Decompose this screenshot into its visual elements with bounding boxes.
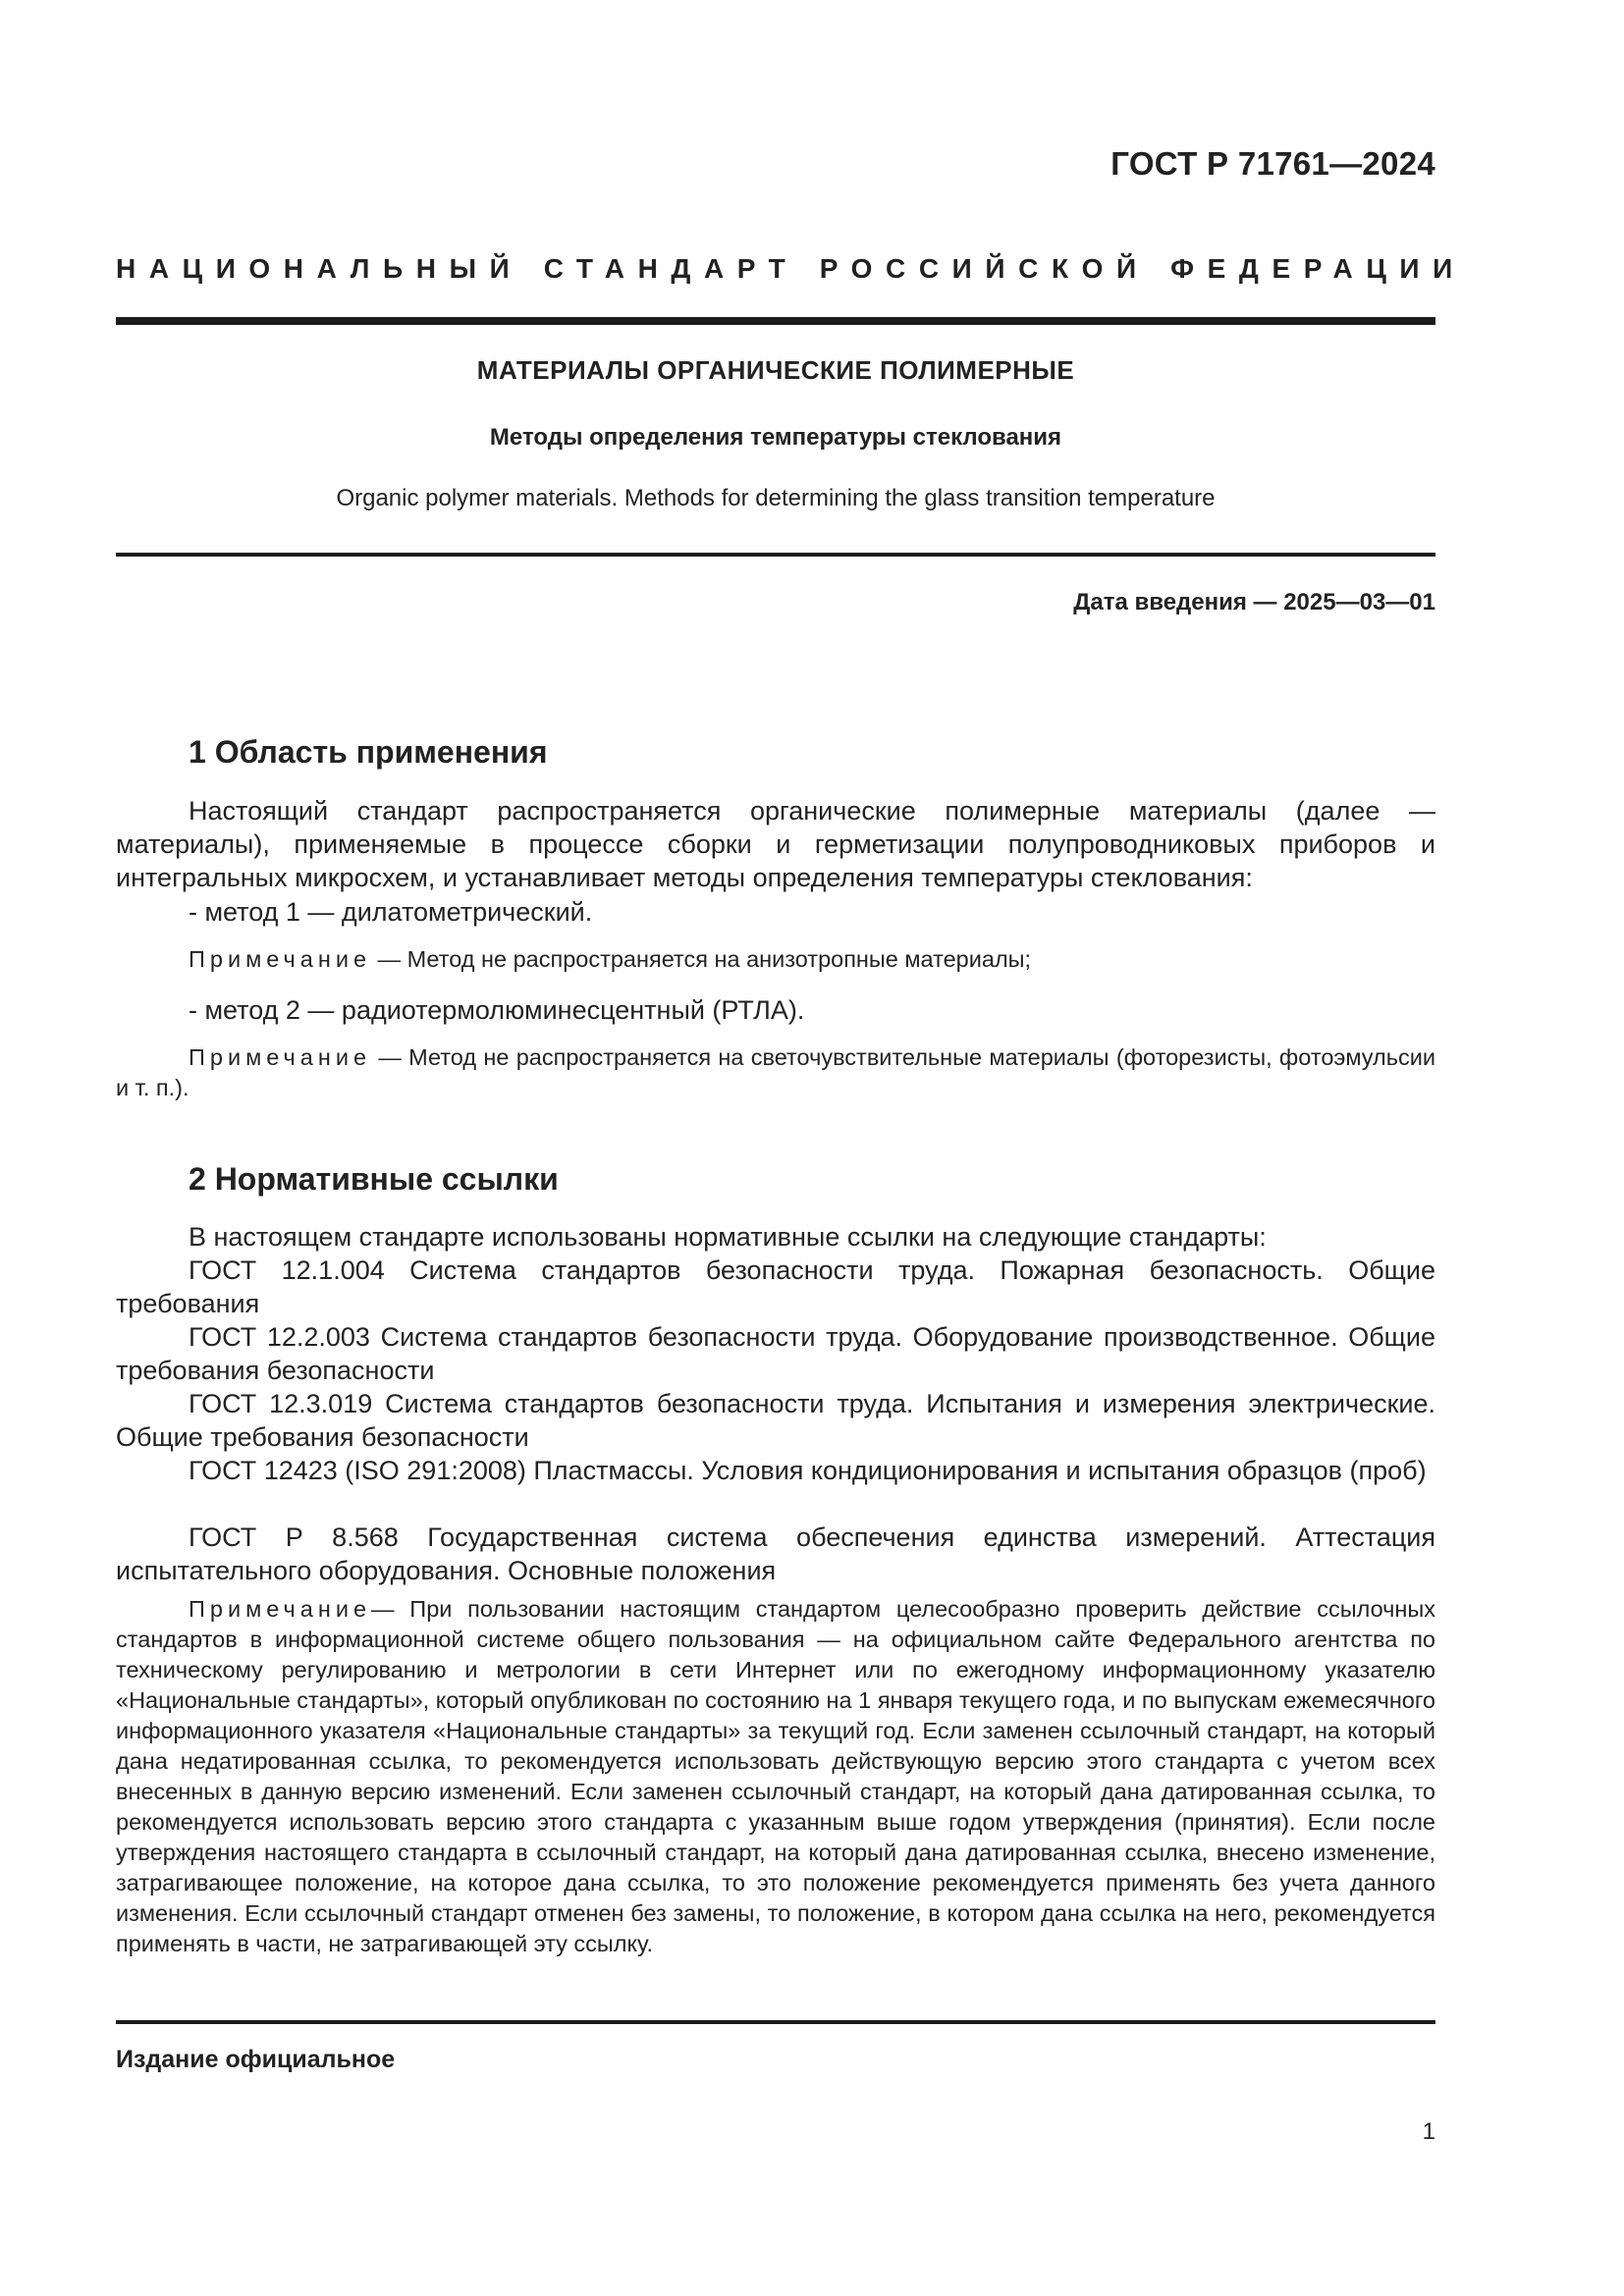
title-divider xyxy=(116,553,1435,557)
document-code: ГОСТ Р 71761—2024 xyxy=(1110,145,1435,182)
section-1-heading: 1 Область применения xyxy=(189,734,548,770)
note-text: — Метод не распространяется на анизотропные материалы; xyxy=(371,946,1032,972)
document-subtitle: Методы определения температуры стеклования xyxy=(489,424,1062,451)
section-2-note xyxy=(116,1594,1435,1959)
reference-item: ГОСТ 12423 (ISO 291:2008) Пластмассы. Условия кондиционирования и испытания образцов (проб) xyxy=(189,1456,1427,1485)
page-number: 1 xyxy=(1422,2118,1435,2145)
introduction-date: Дата введения — 2025—03—01 xyxy=(1073,589,1435,615)
official-edition-label: Издание официальное xyxy=(116,2046,396,2073)
section-1-note-2 xyxy=(116,1042,1435,1103)
reference-item: ГОСТ 12.2.003 Система стандартов безопасности труда. Оборудование производственное. Общие требования безопасности xyxy=(116,1322,1435,1385)
note-label: Примечание xyxy=(189,946,372,972)
reference-item: ГОСТ 12.1.004 Система стандартов безопасности труда. Пожарная безопасность. Общие требования xyxy=(116,1255,1435,1318)
section-2-heading: 2 Нормативные ссылки xyxy=(189,1161,559,1197)
note-label: Примечание xyxy=(189,1044,372,1070)
method-2-item: - метод 2 — радиотермолюминесцентный (РТЛА). xyxy=(189,995,805,1025)
method-1-item: - метод 1 — дилатометрический. xyxy=(189,897,593,927)
note-text: — Метод не распространяется на светочувствительные материалы (фоторезисты, фотоэмульсии и т. п.). xyxy=(116,1044,1435,1100)
document-title: МАТЕРИАЛЫ ОРГАНИЧЕСКИЕ ПОЛИМЕРНЫЕ xyxy=(476,355,1075,385)
document-title-english: Organic polymer materials. Methods for determining the glass transition temperature xyxy=(336,485,1216,511)
section-1-note-1 xyxy=(116,944,1435,975)
footer-divider xyxy=(116,2020,1435,2024)
header-divider xyxy=(116,317,1435,325)
national-standard-banner: НАЦИОНАЛЬНЫЙ СТАНДАРТ РОССИЙСКОЙ ФЕДЕРАЦИИ xyxy=(116,253,1466,284)
note-text: — При пользовании настоящим стандартом целесообразно проверить действие ссылочных стандартов в информационной системе общего пользования — на официальном сайте Федерального агентства по техническому регулированию и метрологии в сети Интернет или по ежегодному информационному указателю «Национальные стандарты», который опубликован по состоянию на 1 января текущего года, и по выпускам ежемесячного информационного указателя «Национальные стандарты» за текущий год. Если заменен ссылочный стандарт, на который дана недатированная ссылка, то рекомендуется использовать действующую версию этого стандарта с учетом всех внесенных в данную версию изменений. Если заменен ссылочный стандарт, на который дана датированная ссылка, то рекомендуется использовать версию этого стандарта с указанным выше годом утверждения (принятия). Если после утверждения настоящего стандарта в ссылочный стандарт, на который дана датированная ссылка, внесено изменение, затрагивающее положение, на которое дана ссылка, то это положение рекомендуется применять без учета данного изменения. Если ссылочный стандарт отменен без замены, то положение, в котором дана ссылка на него, рекомендуется применять в части, не затрагивающей эту ссылку. xyxy=(116,1596,1435,1956)
reference-item: ГОСТ 12.3.019 Система стандартов безопасности труда. Испытания и измерения электрические. Общие требования безопасности xyxy=(116,1389,1435,1452)
reference-item: ГОСТ Р 8.568 Государственная система обеспечения единства измерений. Аттестация испытательного оборудования. Основные положения xyxy=(116,1522,1435,1585)
section-1-paragraph: Настоящий стандарт распространяется органические полимерные материалы (далее — материалы), применяемые в процессе сборки и герметизации полупроводниковых приборов и интегральных микросхем, и устанавливает методы определения температуры стеклования: xyxy=(116,796,1435,892)
note-label: Примечание xyxy=(189,1596,372,1622)
section-2-intro: В настоящем стандарте использованы нормативные ссылки на следующие стандарты: xyxy=(189,1222,1267,1252)
